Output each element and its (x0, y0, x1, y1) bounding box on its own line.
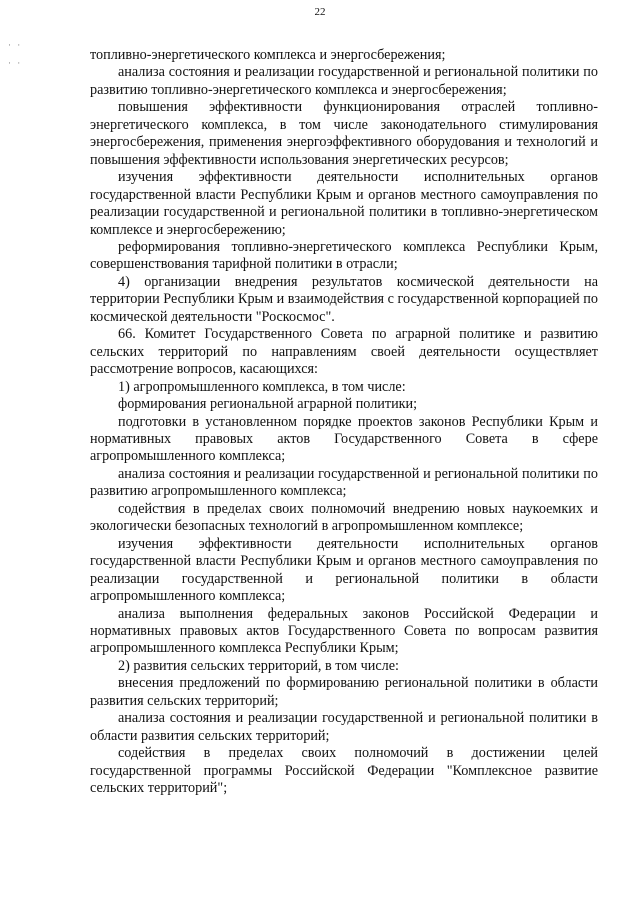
paragraph: 66. Комитет Государственного Совета по аграрной политике и развитию сельских территорий по направлениям своей деятельности осуществляет рассмотрение вопросов, касающихся: (90, 326, 598, 378)
paragraph: формирования региональной аграрной политики; (118, 396, 418, 413)
margin-mark: · · (8, 58, 23, 68)
paragraph: изучения эффективности деятельности исполнительных органов государственной власти Республики Крым и органов местного самоуправления по реализации государственной и региональной политики в топливно-энергетическом комплексе и энергосбережению; (90, 169, 598, 238)
paragraph: 2) развития сельских территорий, в том числе: (118, 657, 399, 674)
paragraph: содействия в пределах своих полномочий в достижении целей государственной программы Российской Федерации "Комплексное развитие сельских территорий"; (90, 745, 598, 797)
paragraph: подготовки в установленном порядке проектов законов Республики Крым и нормативных правовых актов Государственного Совета в сфере агропромышленного комплекса; (90, 413, 598, 465)
paragraph: анализа состояния и реализации государственной и региональной политики по развитию топливно-энергетического комплекса и энергосбережения; (90, 64, 598, 98)
paragraph: повышения эффективности функционирования отраслей топливно-энергетического комплекса, в том числе законодательного стимулирования энергосбережения, применения энергоэффективного оборудования и технологий и повышения эффективности использования энергетических ресурсов; (90, 99, 598, 168)
paragraph: внесения предложений по формированию региональной политики в области развития сельских территорий; (90, 675, 598, 709)
paragraph: изучения эффективности деятельности исполнительных органов государственной власти Республики Крым и органов местного самоуправления по реализации государственной и региональной политики в области агропромышленного комплекса; (90, 535, 598, 605)
paragraph: содействия в пределах своих полномочий внедрению новых наукоемких и экологически безопасных технологий в агропромышленном комплексе; (90, 500, 598, 535)
paragraph: 1) агропромышленного комплекса, в том числе: (118, 378, 406, 395)
paragraph: анализа состояния и реализации государственной и региональной политики по развитию агропромышленного комплекса; (90, 465, 598, 500)
paragraph: анализа выполнения федеральных законов Российской Федерации и нормативных правовых актов Государственного Совета по вопросам развития агропромышленного комплекса Республики Крым; (90, 605, 598, 657)
page-number: 22 (314, 6, 326, 18)
margin-mark: · · (8, 40, 23, 50)
paragraph: топливно-энергетического комплекса и энергосбережения; (90, 47, 446, 63)
document-body (90, 47, 598, 797)
paragraph: 4) организации внедрения результатов космической деятельности на территории Республики Крым и взаимодействия с государственной корпорацией по космической деятельности "Роскосмос". (90, 273, 598, 325)
paragraph: реформирования топливно-энергетического комплекса Республики Крым, совершенствования тарифной политики в отрасли; (90, 238, 598, 273)
paragraph: анализа состояния и реализации государственной и региональной политики в области развития сельских территорий; (90, 710, 598, 744)
